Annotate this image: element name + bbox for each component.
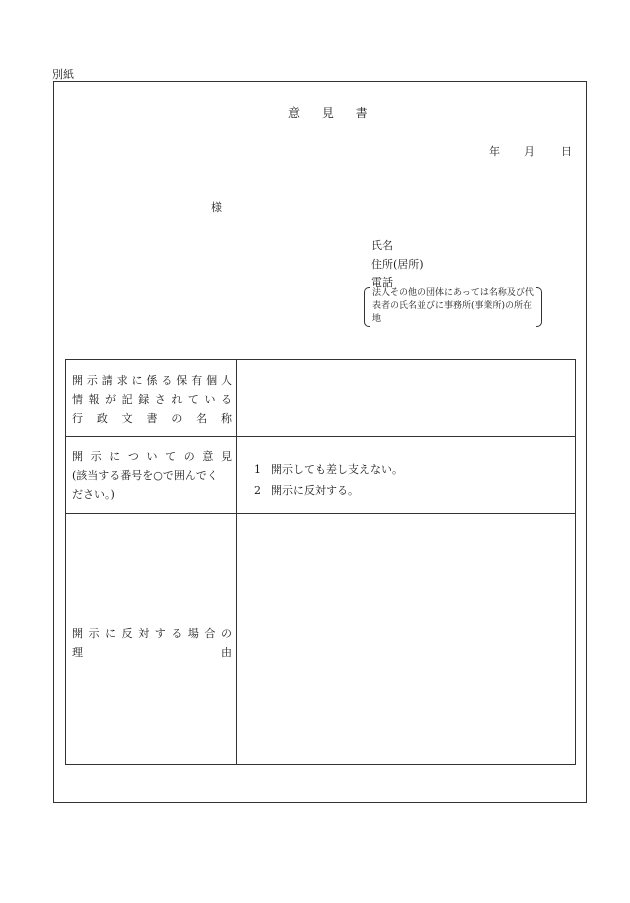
corporation-note-text: 法人その他の団体にあっては名称及び代表者の氏名並びに事務所(事業所)の所在地 bbox=[372, 288, 534, 324]
opinion-option[interactable] bbox=[254, 480, 403, 501]
document-title: 意 見 書 bbox=[288, 106, 377, 120]
option-number: 1 bbox=[254, 463, 261, 476]
label-line: 情報が記録されている bbox=[72, 393, 232, 406]
left-bracket bbox=[364, 287, 370, 327]
right-bracket bbox=[536, 287, 542, 327]
table-row-reason bbox=[66, 514, 575, 764]
sender-address-label: 住所(居所) bbox=[371, 258, 424, 271]
sender-phone-label: 電話 bbox=[371, 276, 393, 289]
sender-name-label: 氏名 bbox=[371, 239, 393, 252]
table-row-opinion bbox=[66, 437, 575, 514]
document-name-label bbox=[72, 371, 232, 428]
option-text: 開示に反対する。 bbox=[271, 484, 359, 497]
table-row-document-name bbox=[66, 360, 575, 437]
attachment-label: 別紙 bbox=[52, 68, 74, 81]
label-line: 開示に反対する場合の bbox=[72, 627, 232, 640]
label-line: 理 由 bbox=[72, 646, 232, 659]
label-line: ださい。) bbox=[72, 488, 115, 501]
opinion-label bbox=[72, 447, 232, 504]
label-line: (該当する番号を○で囲んでく bbox=[72, 469, 218, 482]
label-line: 行 政 文 書 の 名 称 bbox=[72, 412, 232, 425]
opinion-option[interactable] bbox=[254, 459, 403, 480]
option-number: 2 bbox=[254, 484, 261, 497]
opinion-options bbox=[254, 459, 403, 501]
label-line: 開 示 に つ い て の 意 見 bbox=[72, 450, 232, 463]
reason-label bbox=[72, 624, 232, 662]
date-day-label: 日 bbox=[561, 145, 572, 158]
date-year-label: 年 bbox=[489, 145, 500, 158]
addressee-suffix: 様 bbox=[211, 201, 222, 214]
label-line: 開示請求に係る保有個人 bbox=[72, 374, 232, 387]
date-month-label: 月 bbox=[524, 145, 535, 158]
option-text: 開示しても差し支えない。 bbox=[271, 463, 403, 476]
opinion-table bbox=[65, 359, 576, 765]
corporation-note bbox=[364, 287, 542, 329]
